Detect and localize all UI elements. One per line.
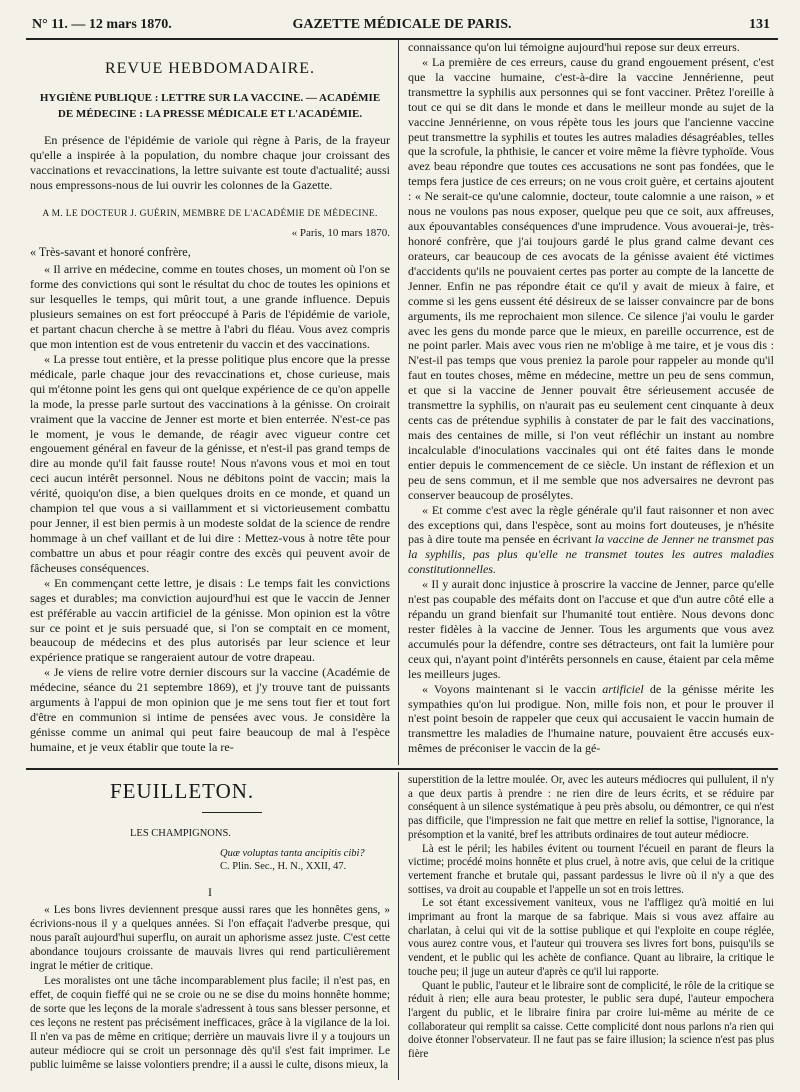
issue-date: N° 11. — 12 mars 1870.	[32, 17, 172, 32]
salutation: « Très-savant et honoré confrère,	[30, 245, 191, 260]
title-rule	[202, 812, 262, 813]
feuilleton-paragraph: Quant le public, l'auteur et le libraire sont de complicité, le rôle de la critique se réduit à rien; elle aura beau protester, le public sera dupé, l'auteur empochera l'argent du public, et le libraire finira par croire lui-même au mérite de ce collaborateur qui remplit sa caisse. Cette complicité dont nous parlons n'a rien qui doive étonner l'observateur. Il ne faut pas se faire illusion; la science n'est pas plus fière	[408, 979, 774, 1061]
letter-paragraph: « Je viens de relire votre dernier discours sur la vaccine (Académie de médecine, séance du 21 septembre 1869), et j'y trouve tant de puissants arguments à l'appui de mon opinion que je me sens tout fier et tout fort d'être en communion si intime de pensées avec vous. Je considère la génisse comme un animal qui peut faire beaucoup de mal à l'espèce humaine, et je veux établir que toute la re-	[30, 665, 390, 754]
text-run: « Voyons maintenant si le vaccin	[422, 681, 603, 696]
article-left-column	[30, 42, 390, 764]
text-run: « Et comme c'est avec la règle générale qu'il faut raisonner et non avec des exceptions qui, dans l'espèce, sont au moins fort douteuses, je n'hésite pas à dire toute ma pensée en écrivant	[408, 502, 774, 547]
subheading-1: HYGIÈNE PUBLIQUE : LETTRE SUR LA VACCINE. — ACADÉMIE	[39, 91, 381, 104]
feuilleton-paragraph: superstition de la lettre moulée. Or, avec les auteurs médiocres qui pullulent, il n'y a que deux partis à prendre : ne rien dire de leurs écrits, et se réduire par conséquent à un silence systématique à peu près absolu, ou démontrer, ce qui n'est pas difficile, que l'impression ne fait que mettre en relief la sottise, l'ignorance, la présomption et la vanité, bref les attributs ordinaires de tout auteur médiocre.	[408, 774, 774, 841]
intro-paragraph: En présence de l'épidémie de variole qui règne à Paris, de la frayeur qu'elle a inspirée à la population, du nombre chaque jour croissant des vaccinations et revaccinations, la lettre suivante est toute d'actualité; aussi nous empressons-nous de lui ouvrir les colonnes de la Gazette.	[30, 132, 390, 192]
feuilleton-separator	[26, 768, 778, 770]
letter-paragraph: « La première de ces erreurs, cause du grand engouement présent, c'est que la vaccine humaine, c'est-à-dire la vaccine Jennérienne, peut transmettre la syphilis aux personnes qui se font vacciner. Prêtez l'oreille à tout ce qui se dit dans le monde et dans le meilleur monde au sujet de la vaccine Jennérienne, on vous répète tous les jours que l'ancienne vaccine peut transmettre la syphilis et toutes les autres maladies désagréables, telles que la scrofule, la phthisie, le cancer et voire même la fièvre typhoïde. Vous avez beau répondre que toutes ces accusations ne sont pas fondées, que le temps fera justice de ces erreurs; on ne vous croit guère, et certains ajoutent : « Ne serait-ce qu'une calomnie, docteur, toute calomnie a une raison, » et nous ne voulons pas nous exposer, quelque peu que ce soit, aux affreuses, aux épouvantables conséquences d'une imprudence. Vous avouerai-je, très-honoré confrère, que j'ai toujours gardé le plus grand calme devant ces orateurs, car beaucoup de ces avocats de la génisse avaient été victimes d'accidents qu'ils ne pouvaient certes pas porter au compte de la lancette de Jenner. Enfin ne pas répondre était ce qu'il y avait de mieux à faire, et comme si les gens eussent été désireux de se laisser convaincre par de bons arguments, ils me reprochaient mon silence. Ce silence j'ai voulu le garder avec les gens du monde parce que le mieux, en pareille occurrence, est de ne point parler. Mais avec vous rien ne m'oblige à me taire, et je vous dis : N'est-il pas temps que vous preniez la parole pour rappeler au monde qu'il faut en toutes choses, même en médecine, mettre un peu de sens commun, et que si la vaccine de Jenner pouvait être sérieusement accusée de transmettre la syphilis, on n'aurait pas eu seulement cent cinquante à deux cents cas de prétendue syphilis à constater de par le fait des vaccinations, mais des centaines de mille, si l'on veut réfléchir un instant au nombre incalculable d'inoculations vaccinales qui ont été faites dans le monde entier depuis le commencement de ce siècle. Un instant de réflexion et un peu de sens commun, et il me semble que nos adversaires ne devront pas conserver beaucoup de prosélytes.	[408, 54, 774, 502]
section-number: I	[208, 885, 212, 900]
emphasis-text: artificiel	[602, 681, 644, 696]
letter-paragraph: connaissance qu'on lui témoigne aujourd'hui repose sur deux erreurs.	[408, 40, 740, 54]
letter-paragraph	[408, 682, 774, 757]
feuilleton-paragraph: Le sot étant excessivement vaniteux, vous ne l'affligez qu'à moitié en lui imprimant au front la marque de sa fabrique. Mais si vous avez affaire au charlatan, à celui qui vit de la sottise publique et qui l'exploite en coupe réglée, vous aurez contre vous, et l'auteur qui trouvera ses livres fort bons, puisqu'ils se vendent, et le public qui les achète de confiance. Quant au libraire, la critique le touche peu; il juge un auteur d'après ce qu'il lui rapporte.	[408, 897, 774, 978]
feuilleton-subtitle: LES CHAMPIGNONS.	[130, 828, 231, 840]
addressee-line: A M. LE DOCTEUR J. GUÉRIN, MEMBRE DE L'ACADÉMIE DE MÉDECINE.	[42, 208, 378, 219]
section-title: REVUE HEBDOMADAIRE.	[104, 60, 316, 77]
page	[26, 12, 778, 1080]
feuilleton-right-column	[408, 774, 774, 1078]
subheading-2: DE MÉDECINE : LA PRESSE MÉDICALE ET L'ACADÉMIE.	[57, 107, 363, 120]
letter-paragraph: « Il arrive en médecine, comme en toutes choses, un moment où l'on se forme des convictions qui sont le résultat du choc de toutes les opinions et sur lesquelles le temps, qui mûrit tout, a une grande influence. Depuis plusieurs semaines on est fort préoccupé à Paris de l'épidémie de variole, et partant chacun cherche à se mettre à l'abri du fléau. Vous avez compris que mon intention est de vous entretenir du vaccin et des vaccinations.	[30, 262, 390, 351]
text-run: de la génisse mérite les sympathies qu'on lui prodigue. Non, mille fois non, et pour le prouver il n'est point besoin de rappeler que ceux qui accusaient le vaccin humain de transmettre les maladies de l'humaine nature, pouvaient être accusés eux-mêmes de préconiser le vaccin de la gé-	[408, 681, 774, 756]
letter-paragraph: « En commençant cette lettre, je disais : Le temps fait les convictions sages et durables; ma conviction aujourd'hui est que le vaccin de Jenner est préférable au vaccin artificiel de la génisse. Mon opinion est la vôtre sur ce point et je suis persuadé que, si l'on se comptait en ce moment, beaucoup de médecins et des plus autorisés par leur science et leur expérience pratique se rangeraient autour de votre drapeau.	[30, 575, 390, 665]
letter-paragraph	[408, 503, 774, 578]
journal-title: GAZETTE MÉDICALE DE PARIS.	[292, 17, 512, 32]
letter-dateline: « Paris, 10 mars 1870.	[291, 226, 390, 239]
running-header	[26, 12, 778, 40]
letter-paragraph: « La presse tout entière, et la presse politique plus encore que la presse médicale, parle chaque jour des revaccinations et, chose curieuse, mais qui m'étonne point les gens qui ont quelque expérience de ce qu'on appelle la mode, la presse parle surtout des vaccinations à la génisse. On croirait vraiment que la vaccine de Jenner est morte et bien enterrée. N'est-ce pas le moment, je vous le demande, de réagir avec vigueur contre cet engouement général en faveur de la génisse, et n'est-il pas grand temps de dire au monde qu'il fait fausse route! Nous n'avons vous et moi en tout ceci aucun intérêt personnel. Nous ne débitons point de vaccin; mais la vérité, quoiqu'on dise, a bien quelques droits en ce monde, et quand un champion tel que vous a si vaillamment et si victorieusement combattu pour Jenner, il est bien permis à un modeste soldat de la science de rendre hommage à un chef vaillant et de lui dire : Mettez-vous à notre tête pour combattre un abus et pour réagir contre des excès qui peuvent avoir de fâcheuses conséquences.	[30, 351, 390, 575]
feuilleton-paragraph: Là est le péril; les habiles évitent ou tournent l'écueil en parant de fleurs la victime; procédé moins honnête et plus cruel, à notre avis, que celui de la critique vertement franche et brutale qui, passant pardessus le livre où il n'y a que des sottises, va droit au coupable et l'appelle un sot en trois lettres.	[408, 842, 774, 896]
emphasis-text: la vaccine de Jenner ne transmet pas la syphilis, pas plus qu'elle ne transmet toutes les autres maladies constitutionnelles.	[408, 532, 774, 577]
epigraph-source: C. Plin. Sec., H. N., XXII, 47.	[220, 861, 347, 873]
feuilleton-paragraph: Les moralistes ont une tâche incomparablement plus facile; il n'est pas, en effet, de coquin fieffé qui ne se croie ou ne se dise du moins honnête homme; de sorte que les leçons de la morale s'adressent à tous sans blesser personne, et ces leçons ne restent pas précisément inefficaces, grâce à la vigilance de la loi. Il n'en va pas de même en critique; derrière un mauvais livre il y a toujours un auteur médiocre qui se croit un personnage dès qu'il s'est fait imprimer. Le public luimême se laisse volontiers prendre; il a aussi le culte, disons mieux, la	[30, 974, 390, 1071]
feuilleton-left-column	[30, 774, 390, 1078]
epigraph-quote: Quæ voluptas tanta ancipitis cibi?	[220, 848, 365, 860]
column-divider-bottom	[398, 772, 399, 1080]
page-number: 131	[749, 17, 770, 32]
column-divider-top	[398, 40, 399, 765]
feuilleton-title: FEUILLETON.	[110, 779, 255, 803]
article-right-column	[408, 40, 774, 764]
feuilleton-paragraph: « Les bons livres deviennent presque aussi rares que les honnêtes gens, » écrivions-nous il y a quelques années. Si l'on effaçait l'adverbe presque, qui nous paraît aujourd'hui superflu, on aurait un aphorisme assez juste. C'est cette abondance toujours croissante de mauvais livres qui rend particulièrement ingrat le métier de critique.	[30, 904, 390, 973]
epigraph	[220, 847, 390, 873]
letter-paragraph: « Il y aurait donc injustice à proscrire la vaccine de Jenner, parce qu'elle n'est pas coupable des méfaits dont on l'accuse et que d'un autre côté elle a répandu un grand bienfait sur l'humanité tout entière. Nous devons donc rester fidèles à la vaccine de Jenner. Tous les arguments que vous avez accumulés pour la défendre, contre ses détracteurs, ont fait la lumière pour ceux qui, n'ayant point d'intérêts personnels en cause, étaient par cela même les meilleurs juges.	[408, 577, 774, 681]
